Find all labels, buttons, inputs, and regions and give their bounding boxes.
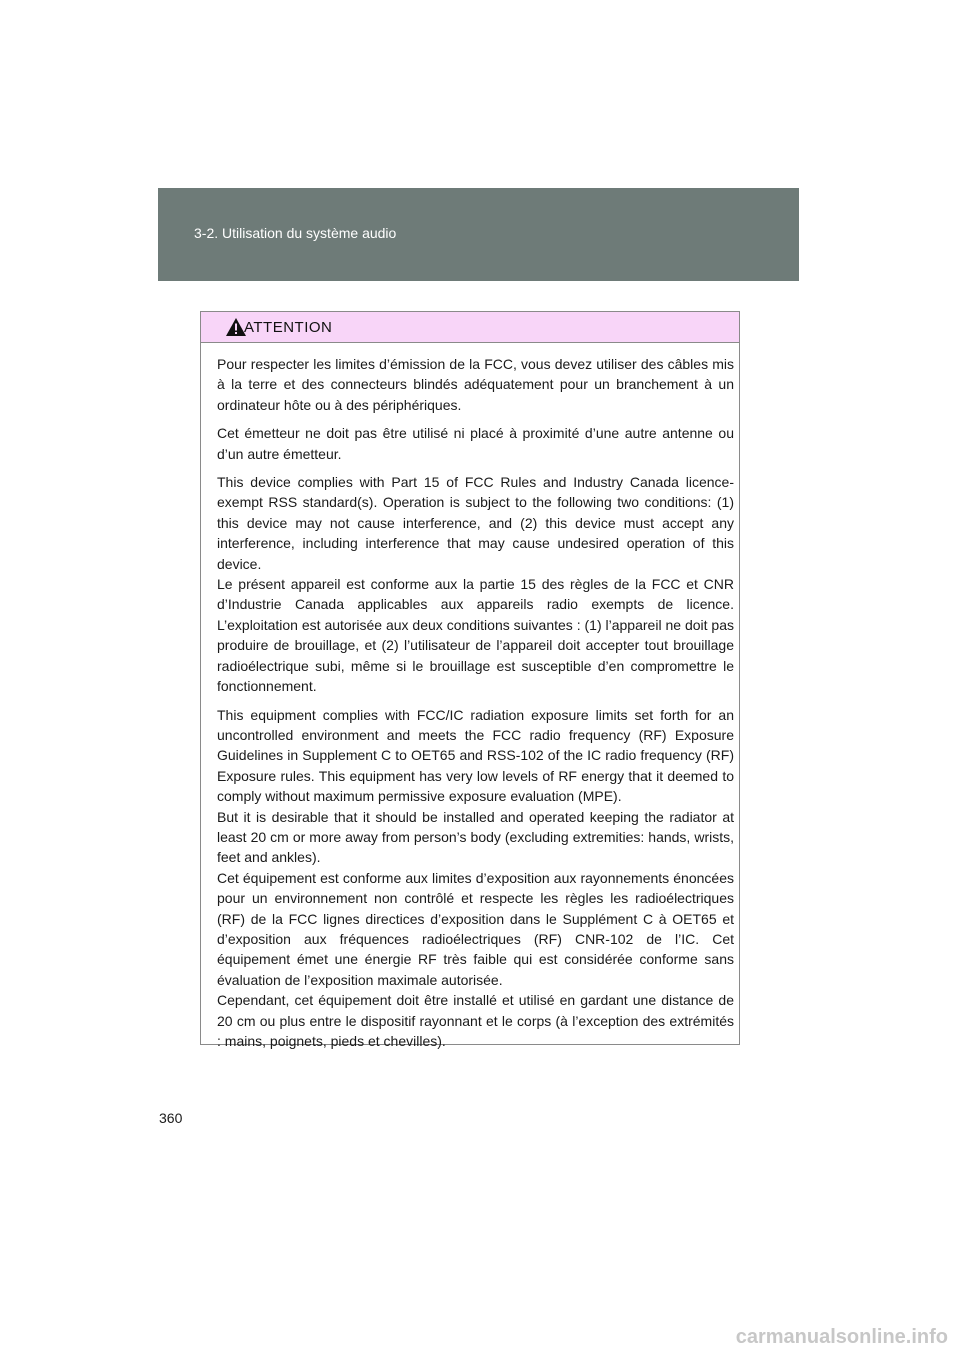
warning-paragraph: Cet équipement est conforme aux limites d’exposition aux rayonnements énoncées pour un environnement non contrôlé et respecte les règles les radioélectriques (RF) de la FCC lignes directices d’exposition dans le Supplément C à OET65 et d’exposition aux fréquences radioélectriques (RF) CNR-102 de l’IC. Cet équipement émet une énergie RF très faible qui est considérée conforme sans évaluation de l’exposition maximale autorisée. [217, 869, 734, 988]
section-header-bar [158, 188, 799, 281]
warning-body [201, 343, 739, 1051]
warning-header [201, 312, 739, 343]
warning-title: ATTENTION [244, 319, 333, 336]
section-title: 3-2. Utilisation du système audio [194, 225, 397, 241]
warning-paragraph: This equipment complies with FCC/IC radiation exposure limits set forth for an uncontrolled environment and meets the FCC radio frequency (RF) Exposure Guidelines in Supplement C to OET65 and RSS-102 of the IC radio frequency (RF) Exposure rules. This equipment has very low levels of RF energy that it deemed to comply without maximum permissive exposure evaluation (MPE). [217, 706, 734, 805]
warning-paragraph: Pour respecter les limites d’émission de la FCC, vous devez utiliser des câbles mis à la terre et des connecteurs blindés adéquatement pour un branchement à un ordinateur hôte ou à des périphériques. [217, 356, 734, 413]
warning-paragraph: Cependant, cet équipement doit être installé et utilisé en gardant une distance de 20 cm ou plus entre le dispositif rayonnant et le corps (à l’exception des extrémités : mains, poignets, pieds et chevilles). [217, 992, 734, 1049]
warning-paragraph: But it is desirable that it should be installed and operated keeping the radiator at least 20 cm or more away from person’s body (excluding extremities: hands, wrists, feet and ankles). [217, 808, 734, 866]
warning-paragraph: Le présent appareil est conforme aux la partie 15 des règles de la FCC et CNR d’Industrie Canada applicables aux appareils radio exempts de licence. L’exploitation est autorisée aux deux conditions suivantes : (1) l’appareil ne doit pas produire de brouillage, et (2) l’utilisateur de l’appareil doit accepter tout brouillage radioélectrique subi, même si le brouillage est susceptible d’en compromettre le fonctionnement. [217, 576, 734, 695]
warning-paragraph: This device complies with Part 15 of FCC Rules and Industry Canada licence-exempt RSS standard(s). Operation is subject to the following two conditions: (1) this device may not cause interference, and (2) this device must accept any interference, including interference that may cause undesired operation of this device. [217, 474, 734, 572]
page-number: 360 [159, 1110, 183, 1126]
warning-box [200, 311, 740, 1049]
watermark: carmanualsonline.info [735, 1326, 948, 1348]
warning-paragraph: Cet émetteur ne doit pas être utilisé ni placé à proximité d’une autre antenne ou d’un autre émetteur. [217, 425, 734, 462]
